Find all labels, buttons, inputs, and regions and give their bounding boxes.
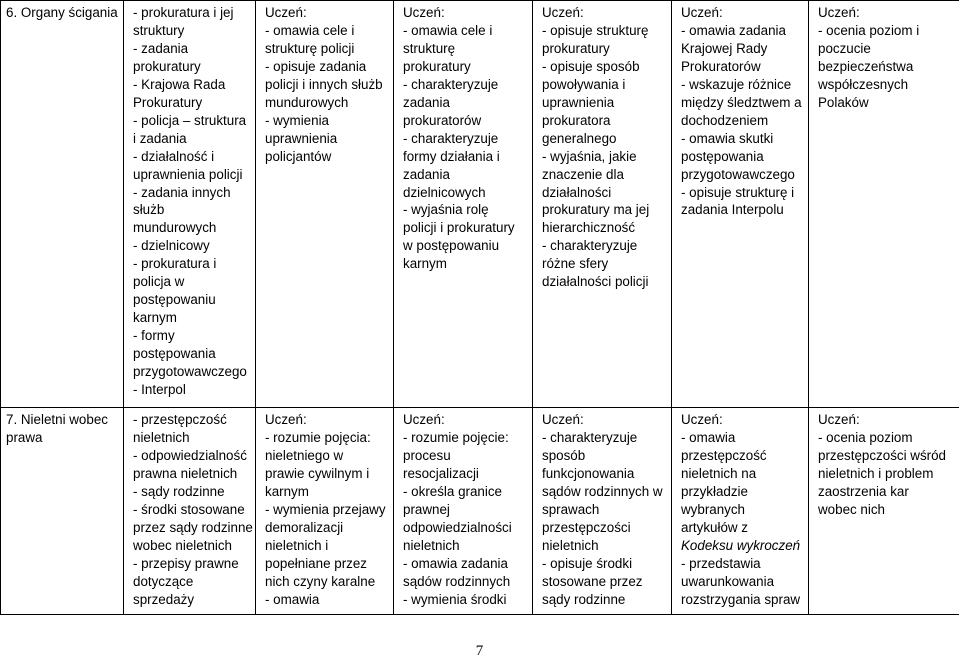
cell-text-line: przygotowawczego: [133, 364, 247, 380]
cell-text-line: - omawia cele i: [265, 22, 355, 38]
cell-text-line: Uczeń:: [265, 5, 307, 20]
cell-text-line: generalnego: [542, 130, 617, 146]
cell-text-line: - prokuratura i: [133, 256, 217, 272]
cell-text-line: mundurowych: [265, 94, 349, 110]
cell-text-line: - policja – struktura: [133, 112, 247, 128]
requirement-cell-complete: [672, 408, 809, 615]
cell-text-line: rozstrzygania spraw: [681, 591, 801, 607]
cell-text-line: - Interpol: [133, 382, 186, 398]
cell-text-line: - dzielnicowy: [133, 238, 210, 254]
cell-text-line: nieletnich: [542, 537, 599, 553]
cell-text-line: policji i prokuratury: [403, 220, 515, 236]
table-row: [1, 1, 959, 408]
cell-text-line: powoływania i: [542, 76, 626, 92]
cell-text-line: - określa granice: [403, 483, 502, 499]
cell-text-line: - opisuje strukturę: [542, 22, 649, 38]
cell-text-line: w postępowaniu: [403, 238, 500, 254]
cell-text-line: resocjalizacji: [403, 465, 479, 481]
cell-text-line: nieletniego w: [265, 447, 344, 463]
cell-text-line: znaczenie dla: [542, 166, 624, 182]
cell-text-line: stosowane przez: [542, 573, 643, 589]
content-cell: [124, 408, 256, 615]
requirement-cell-advanced: [533, 408, 672, 615]
cell-text-line: - opisuje strukturę i: [681, 184, 795, 200]
cell-text-line: demoralizacji: [265, 519, 344, 535]
cell-text-line: - środki stosowane: [133, 501, 245, 517]
cell-text-line: - ocenia poziom i: [818, 22, 920, 38]
cell-text-line: wobec nieletnich: [133, 537, 233, 553]
cell-text-line: nieletnich: [403, 537, 460, 553]
cell-text-line: zadania: [403, 166, 450, 182]
cell-text-line: prokuratora: [542, 112, 611, 128]
cell-text-line: zadania: [403, 94, 450, 110]
cell-text-line: - Krajowa Rada: [133, 76, 226, 92]
cell-text-line: i zadania: [133, 130, 187, 146]
cell-text-line: policjantów: [265, 148, 332, 164]
cell-text-line: wybranych: [681, 501, 746, 517]
cell-text-line: policja w: [133, 274, 185, 290]
topic-cell: [1, 1, 124, 408]
cell-text-line: - wskazuje różnice: [681, 76, 792, 92]
cell-text-line: Kodeksu wykroczeń: [681, 537, 801, 553]
cell-text-line: uprawnienia: [265, 130, 338, 146]
cell-text-line: postępowania: [133, 346, 216, 362]
cell-text-line: postępowaniu: [133, 292, 216, 308]
cell-text-line: formy działania i: [403, 148, 500, 164]
cell-text-line: - odpowiedzialność: [133, 447, 247, 463]
cell-text-line: między śledztwem a: [681, 94, 802, 110]
cell-text-line: - przedstawia: [681, 555, 761, 571]
cell-text-line: Uczeń:: [681, 412, 723, 427]
cell-text-line: hierarchiczność: [542, 220, 636, 236]
cell-text-line: - wyjaśnia rolę: [403, 202, 489, 218]
cell-text-line: popełniane przez: [265, 555, 367, 571]
requirement-cell-extended: [394, 408, 533, 615]
cell-text-line: dochodzeniem: [681, 112, 769, 128]
cell-text-line: - charakteryzuje: [403, 76, 499, 92]
cell-text-line: Prokuratorów: [681, 58, 761, 74]
cell-text-line: Uczeń:: [265, 412, 307, 427]
cell-text-line: procesu: [403, 447, 451, 463]
cell-text-line: odpowiedzialności: [403, 519, 512, 535]
cell-text-line: artykułów z: [681, 519, 748, 535]
cell-text-line: uprawnienia policji: [133, 166, 243, 182]
cell-text-line: sposób: [542, 447, 586, 463]
cell-text-line: Uczeń:: [818, 412, 860, 427]
cell-text-line: zadania Interpolu: [681, 202, 784, 218]
cell-text-line: - wymienia: [265, 112, 329, 128]
cell-text-line: prokuratorów: [403, 112, 482, 128]
cell-text-line: - omawia zadania: [681, 22, 786, 38]
cell-text-line: mundurowych: [133, 220, 217, 236]
cell-text-line: - sądy rodzinne: [133, 483, 225, 499]
table-row: [1, 408, 959, 615]
cell-text-line: - ocenia poziom: [818, 429, 913, 445]
cell-text-line: - omawia skutki: [681, 130, 774, 146]
cell-text-line: prawie cywilnym i: [265, 465, 370, 481]
cell-text-line: Uczeń:: [542, 412, 584, 427]
cell-text-line: sądów rodzinnych: [403, 573, 511, 589]
cell-text-line: Uczeń:: [542, 5, 584, 20]
cell-text-line: prawa: [6, 429, 43, 445]
cell-text-line: Polaków: [818, 94, 869, 110]
cell-text-line: - charakteryzuje: [403, 130, 499, 146]
requirement-cell-basic: [256, 408, 394, 615]
cell-text-line: - charakteryzuje: [542, 429, 638, 445]
cell-text-line: prawnej: [403, 501, 450, 517]
cell-text-line: Krajowej Rady: [681, 40, 768, 56]
cell-text-line: - charakteryzuje: [542, 238, 638, 254]
cell-text-line: nieletnich i problem: [818, 465, 934, 481]
cell-text-line: - opisuje sposób: [542, 58, 640, 74]
cell-text-line: prawna nieletnich: [133, 465, 238, 481]
requirement-cell-complete: [672, 1, 809, 408]
requirement-cell-advanced: [533, 1, 672, 408]
cell-text-line: - wymienia przejawy: [265, 501, 386, 517]
cell-text-line: Uczeń:: [818, 5, 860, 20]
cell-text-line: policji i innych służb: [265, 76, 383, 92]
cell-text-line: Uczeń:: [403, 5, 445, 20]
cell-text-line: prokuratury: [542, 40, 610, 56]
cell-text-line: przez sądy rodzinne: [133, 519, 253, 535]
cell-text-line: - zadania innych: [133, 184, 231, 200]
cell-text-line: prokuratury: [133, 58, 201, 74]
cell-text-line: sprzedaży: [133, 591, 195, 607]
cell-text-line: sądów rodzinnych w: [542, 483, 663, 499]
content-cell: [124, 1, 256, 408]
cell-text-line: - zadania: [133, 40, 189, 56]
cell-text-line: działalności: [542, 184, 612, 200]
cell-text-line: zaostrzenia kar: [818, 483, 909, 499]
cell-text-line: nieletnich i: [265, 537, 329, 553]
cell-text-line: uprawnienia: [542, 94, 615, 110]
cell-text-line: dzielnicowych: [403, 184, 486, 200]
cell-text-line: 6. Organy ścigania: [6, 5, 118, 20]
cell-text-line: nieletnich: [133, 429, 190, 445]
cell-text-line: Uczeń:: [681, 5, 723, 20]
cell-text-line: sądy rodzinne: [542, 591, 626, 607]
cell-text-line: - wymienia środki: [403, 591, 507, 607]
cell-text-line: poczucie: [818, 40, 871, 56]
cell-text-line: - rozumie pojęcia:: [265, 429, 371, 445]
cell-text-line: przykładzie: [681, 483, 748, 499]
cell-text-line: - omawia: [681, 429, 736, 445]
cell-text-line: różne sfery: [542, 256, 609, 272]
requirement-cell-beyond: [809, 408, 959, 615]
cell-text-line: - rozumie pojęcie:: [403, 429, 509, 445]
cell-text-line: prokuratury: [403, 58, 471, 74]
cell-text-line: uwarunkowania: [681, 573, 775, 589]
topic-cell: [1, 408, 124, 615]
cell-text-line: przygotowawczego: [681, 166, 795, 182]
cell-text-line: - wyjaśnia, jakie: [542, 148, 637, 164]
cell-text-line: karnym: [265, 483, 309, 499]
cell-text-line: służb: [133, 202, 165, 218]
cell-text-line: - formy: [133, 328, 175, 344]
cell-text-line: bezpieczeństwa: [818, 58, 914, 74]
cell-text-line: prokuratury ma jej: [542, 202, 650, 218]
cell-text-line: karnym: [133, 310, 177, 326]
requirement-cell-basic: [256, 1, 394, 408]
cell-text-line: - opisuje środki: [542, 555, 633, 571]
cell-text-line: - opisuje zadania: [265, 58, 367, 74]
page-number: 7: [475, 643, 484, 659]
cell-text-line: nieletnich na: [681, 465, 757, 481]
cell-text-line: działalności policji: [542, 274, 649, 290]
cell-text-line: sprawach: [542, 501, 600, 517]
cell-text-line: nich czyny karalne: [265, 573, 376, 589]
cell-text-line: - omawia cele i: [403, 22, 493, 38]
cell-text-line: karnym: [403, 256, 447, 272]
cell-text-line: przestępczość: [681, 447, 767, 463]
cell-text-line: postępowania: [681, 148, 764, 164]
cell-text-line: - omawia zadania: [403, 555, 508, 571]
cell-text-line: - omawia: [265, 591, 320, 607]
cell-text-line: - przepisy prawne: [133, 555, 239, 571]
cell-text-line: Prokuratury: [133, 94, 203, 110]
cell-text-line: przestępczości: [542, 519, 631, 535]
cell-text-line: strukturę: [403, 40, 456, 56]
cell-text-line: funkcjonowania: [542, 465, 635, 481]
requirement-cell-extended: [394, 1, 533, 408]
cell-text-line: - prokuratura i jej: [133, 5, 234, 20]
requirement-cell-beyond: [809, 1, 959, 408]
cell-text-line: przestępczości wśród: [818, 447, 947, 463]
cell-text-line: wobec nich: [818, 501, 885, 517]
cell-text-line: - działalność i: [133, 148, 215, 164]
cell-text-line: współczesnych: [818, 76, 909, 92]
cell-text-line: - przestępczość: [133, 412, 227, 427]
cell-text-line: strukturę policji: [265, 40, 355, 56]
cell-text-line: Uczeń:: [403, 412, 445, 427]
cell-text-line: struktury: [133, 22, 185, 38]
cell-text-line: dotyczące: [133, 573, 194, 589]
cell-text-line: 7. Nieletni wobec: [6, 412, 108, 427]
